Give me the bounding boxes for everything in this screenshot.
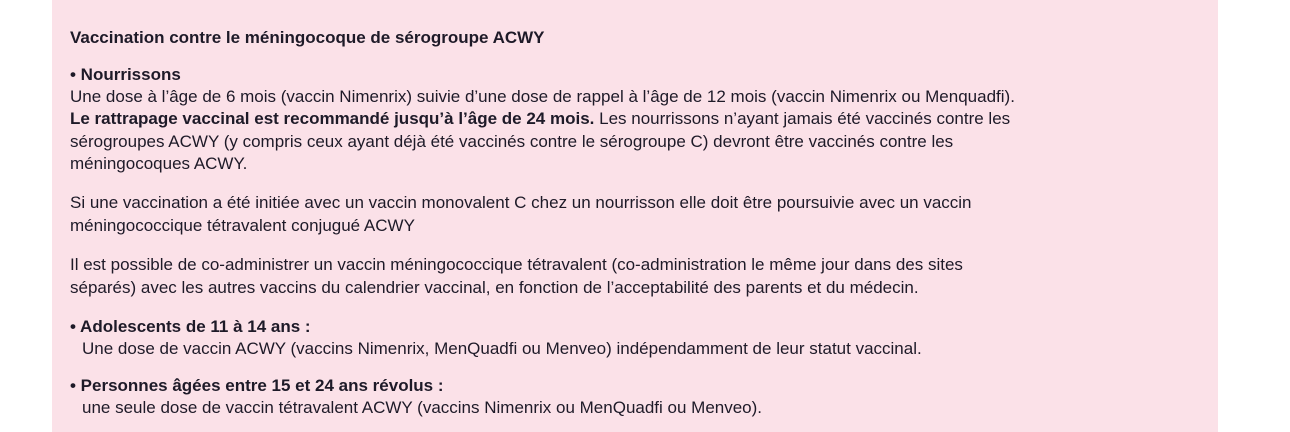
coadmin-paragraph: Il est possible de co-administrer un vaccin méningococcique tétravalent (co-administration le même jour dans des sites [70, 255, 963, 274]
rattrapage-bold: Le rattrapage vaccinal est recommandé jusqu’à l’âge de 24 mois. [70, 109, 595, 128]
rattrapage-rest: Les nourrissons n’ayant jamais été vaccinés contre les [594, 109, 1011, 128]
personnes-heading: • Personnes âgées entre 15 et 24 ans révolus : [70, 376, 444, 395]
nourrissons-rattrapage [70, 108, 1010, 130]
monovalent-paragraph: Si une vaccination a été initiée avec un vaccin monovalent C chez un nourrisson elle doit être poursuivie avec un vaccin [70, 193, 972, 212]
adolescents-heading: • Adolescents de 11 à 14 ans : [70, 317, 311, 336]
nourrissons-heading: • Nourrissons [70, 65, 181, 84]
nourrissons-text: sérogroupes ACWY (y compris ceux ayant déjà été vaccinés contre le sérogroupe C) devront être vaccinés contre les [70, 132, 954, 151]
section-title: Vaccination contre le méningocoque de sérogroupe ACWY [70, 28, 545, 47]
adolescents-text: Une dose de vaccin ACWY (vaccins Nimenrix, MenQuadfi ou Menveo) indépendamment de leur statut vaccinal. [82, 339, 922, 358]
coadmin-paragraph: séparés) avec les autres vaccins du calendrier vaccinal, en fonction de l’acceptabilité des parents et du médecin. [70, 278, 919, 297]
monovalent-paragraph: méningococcique tétravalent conjugué ACWY [70, 216, 415, 235]
personnes-text: une seule dose de vaccin tétravalent ACWY (vaccins Nimenrix ou MenQuadfi ou Menveo). [82, 398, 763, 417]
nourrissons-text: Une dose à l’âge de 6 mois (vaccin Nimenrix) suivie d’une dose de rappel à l’âge de 12 mois (vaccin Nimenrix ou Menquadfi). [70, 87, 1015, 106]
nourrissons-text: méningocoques ACWY. [70, 154, 248, 173]
